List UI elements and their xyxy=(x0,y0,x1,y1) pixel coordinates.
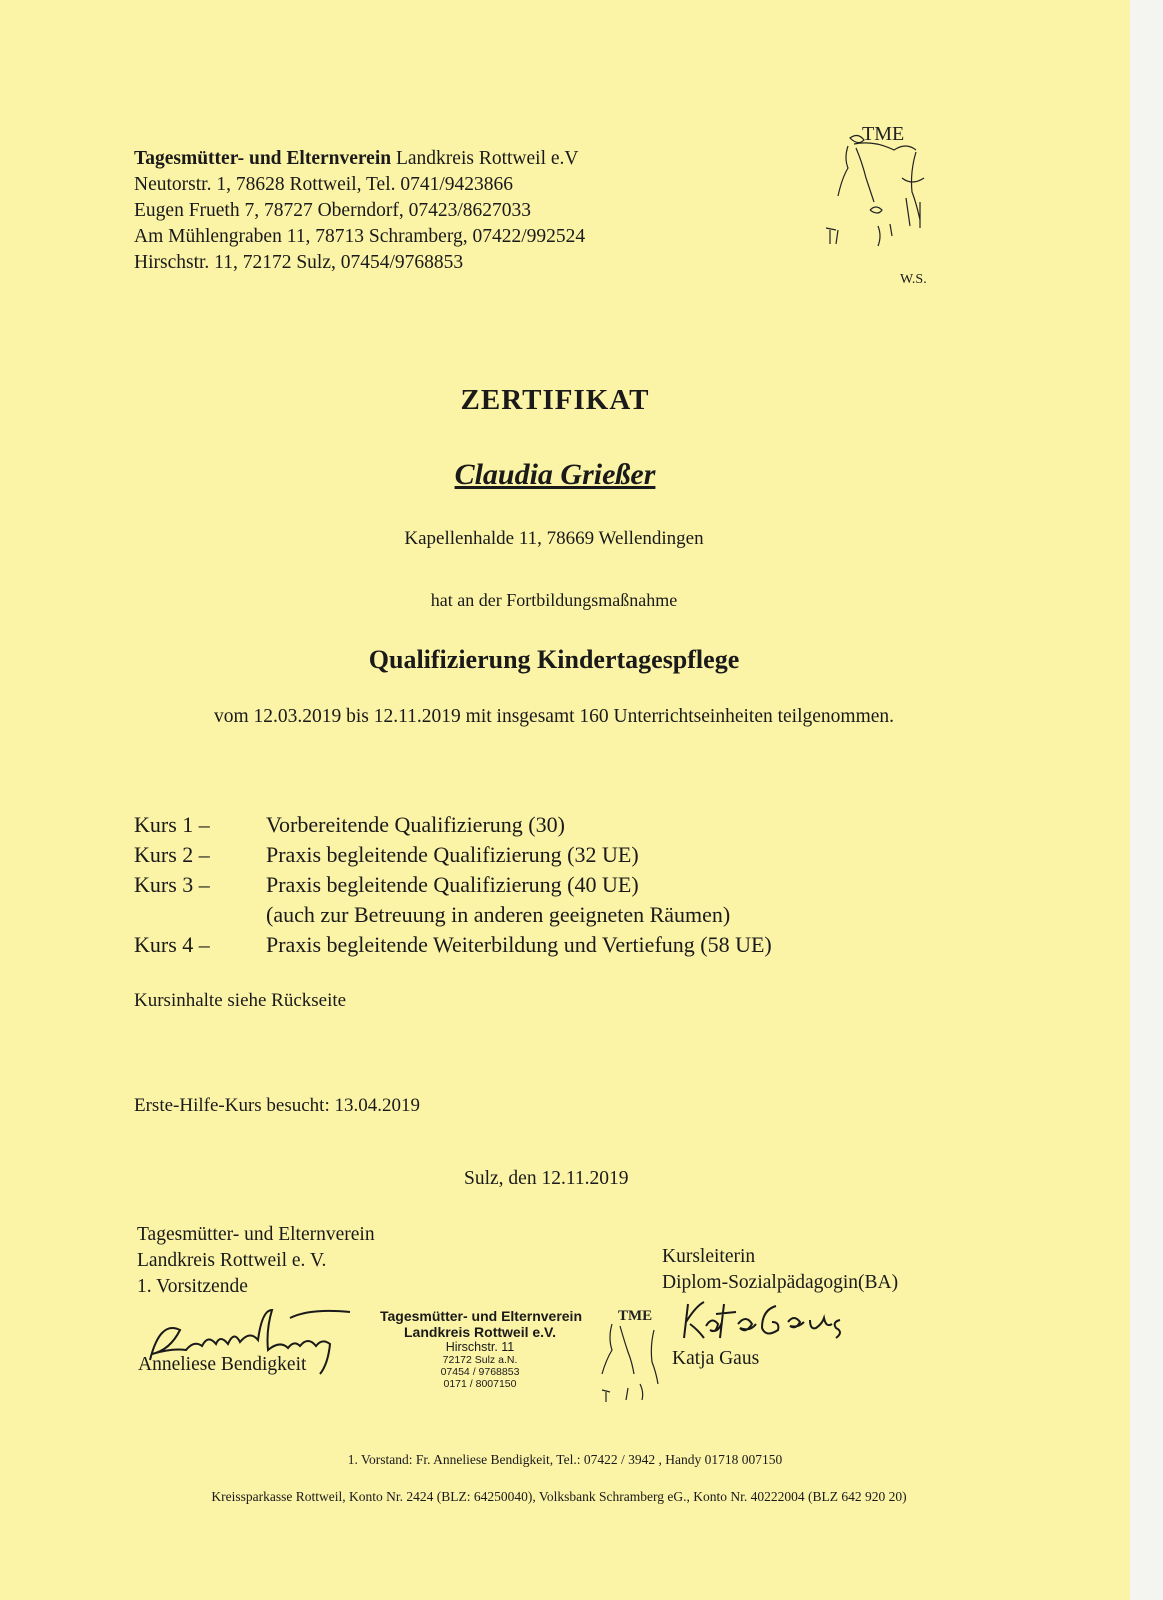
organisation-header xyxy=(134,146,585,276)
first-aid-note: Erste-Hilfe-Kurs besucht: 13.04.2019 xyxy=(134,1095,420,1116)
course-text-4: Praxis begleitende Weiterbildung und Vertiefung (58 UE) xyxy=(266,932,772,957)
org-name-bold: Tagesmütter- und Elternverein xyxy=(134,148,392,169)
course-period: vom 12.03.2019 bis 12.11.2019 mit insgesamt 160 Unterrichtseinheiten teilgenommen. xyxy=(213,706,895,727)
org-name-rest: Landkreis Rottweil e.V xyxy=(391,148,579,169)
scan-edge xyxy=(1130,0,1163,1600)
signature-gaus-icon xyxy=(680,1296,880,1346)
course-label-4: Kurs 4 – xyxy=(134,932,210,957)
stamp-logo-text: TME xyxy=(618,1308,653,1324)
stamp-line-2: Landkreis Rottweil e.V. xyxy=(404,1324,556,1340)
left-signatory-line-2: Landkreis Rottweil e. V. xyxy=(137,1250,327,1271)
place-date: Sulz, den 12.11.2019 xyxy=(464,1168,629,1189)
stamp-line-6: 0171 / 8007150 xyxy=(443,1378,517,1390)
footer-bank-line: Kreissparkasse Rottweil, Konto Nr. 2424 (BLZ: 64250040), Volksbank Schramberg eG., Konto Nr. 40222004 (BLZ 642 920 20) xyxy=(211,1489,907,1504)
course-text-2: Praxis begleitende Qualifizierung (32 UE) xyxy=(266,842,639,867)
certificate-title: ZERTIFIKAT xyxy=(460,384,650,416)
recipient-address: Kapellenhalde 11, 78669 Wellendingen xyxy=(404,528,704,549)
course-label-3: Kurs 3 – xyxy=(134,872,210,897)
org-address-sulz: Hirschstr. 11, 72172 Sulz, 07454/9768853 xyxy=(134,252,464,273)
qualification-title: Qualifizierung Kindertagespflege xyxy=(368,645,740,674)
logo-credit: W.S. xyxy=(900,272,927,287)
tme-logo-icon xyxy=(820,118,940,258)
org-address-oberndorf: Eugen Frueth 7, 78727 Oberndorf, 07423/8627033 xyxy=(134,200,531,221)
course-text-3-note: (auch zur Betreuung in anderen geeigneten Räumen) xyxy=(266,902,731,927)
association-stamp xyxy=(380,1308,583,1390)
left-signatory-name: Anneliese Bendigkeit xyxy=(138,1354,307,1375)
course-label-2: Kurs 2 – xyxy=(134,842,210,867)
right-signatory-block xyxy=(662,1244,898,1296)
footer-board-line: 1. Vorstand: Fr. Anneliese Bendigkeit, Tel.: 07422 / 3942 , Handy 01718 007150 xyxy=(347,1452,783,1467)
org-address-schramberg: Am Mühlengraben 11, 78713 Schramberg, 07422/992524 xyxy=(134,226,586,247)
left-signatory-line-1: Tagesmütter- und Elternverein xyxy=(137,1224,375,1245)
stamp-logo-icon xyxy=(594,1304,674,1404)
left-signatory-block xyxy=(137,1222,375,1300)
course-contents-note: Kursinhalte siehe Rückseite xyxy=(134,990,347,1011)
recipient-name: Claudia Grießer xyxy=(454,458,656,491)
right-signatory-line-1: Kursleiterin xyxy=(662,1246,756,1267)
stamp-line-4: 72172 Sulz a.N. xyxy=(442,1354,518,1366)
stamp-line-3: Hirschstr. 11 xyxy=(445,1340,515,1354)
course-text-3: Praxis begleitende Qualifizierung (40 UE) xyxy=(266,872,639,897)
stamp-line-5: 07454 / 9768853 xyxy=(440,1366,520,1378)
intro-text: hat an der Fortbildungsmaßnahme xyxy=(430,590,678,610)
course-label-1: Kurs 1 – xyxy=(134,812,210,837)
left-signatory-line-3: 1. Vorsitzende xyxy=(137,1276,248,1297)
stamp-line-1: Tagesmütter- und Elternverein xyxy=(380,1308,583,1324)
org-name-line xyxy=(134,146,585,172)
right-signatory-name: Katja Gaus xyxy=(672,1348,760,1369)
course-text-1: Vorbereitende Qualifizierung (30) xyxy=(266,812,565,837)
org-address-rottweil: Neutorstr. 1, 78628 Rottweil, Tel. 0741/9423866 xyxy=(134,174,514,195)
right-signatory-line-2: Diplom-Sozialpädagogin(BA) xyxy=(662,1272,899,1293)
logo-text: TME xyxy=(862,123,905,145)
